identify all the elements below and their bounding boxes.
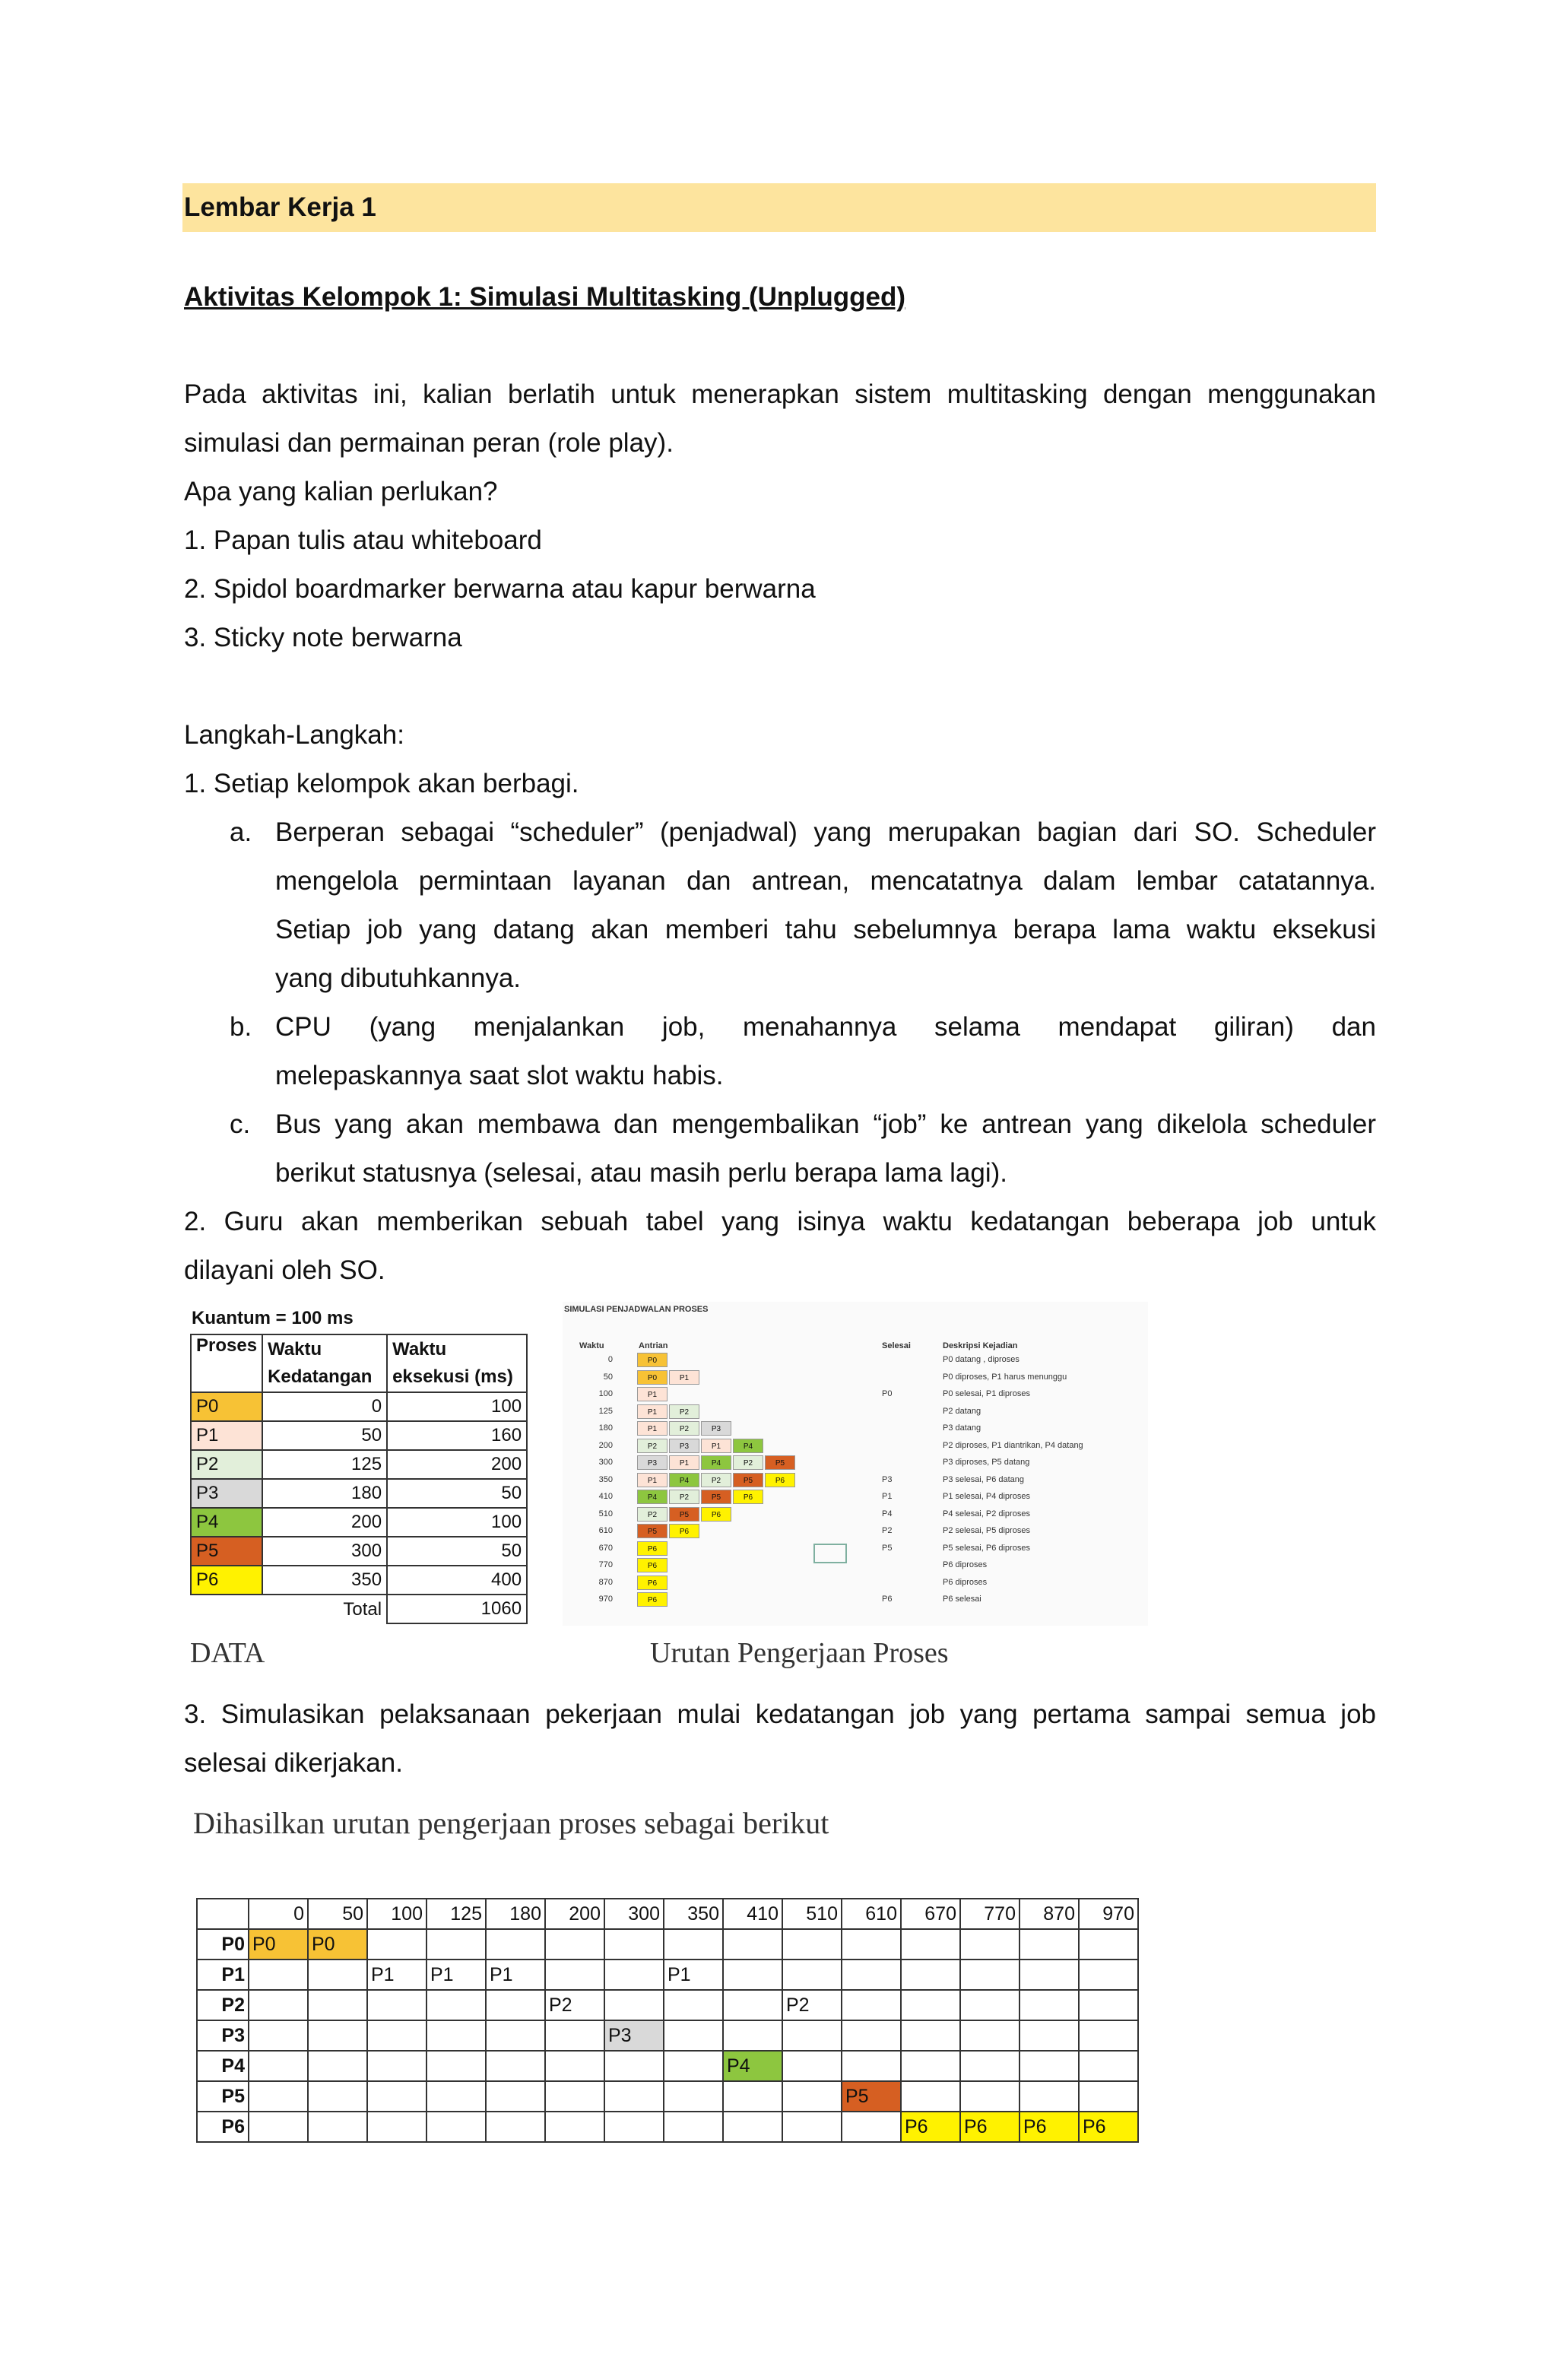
queue-cell: P6 <box>701 1507 731 1522</box>
gantt-cell <box>367 2020 427 2051</box>
step-3-line: 3. Simulasikan pelaksanaan pekerjaan mulai kedatangan job yang pertama sampai semua job <box>184 1699 1376 1729</box>
gantt-cell <box>1079 1929 1138 1960</box>
gantt-cell <box>960 2081 1020 2112</box>
arrival-cell: 0 <box>262 1392 387 1421</box>
process-cell: P4 <box>191 1508 262 1537</box>
exec-cell: 50 <box>387 1537 527 1566</box>
gantt-row-label: P2 <box>197 1990 249 2020</box>
data-row <box>191 1479 527 1508</box>
gantt-cell <box>367 1990 427 2020</box>
gantt-cell: P1 <box>486 1960 545 1990</box>
queue-cell: P2 <box>637 1507 668 1522</box>
gantt-cell <box>723 1929 782 1960</box>
gantt-cell <box>664 2051 723 2081</box>
gantt-cell <box>427 1929 486 1960</box>
queue-cell: P6 <box>637 1576 668 1590</box>
data-table-header <box>191 1334 527 1392</box>
schedule-done: P0 <box>882 1389 893 1398</box>
schedule-desc: P6 diproses <box>943 1577 988 1587</box>
queue-cell: P6 <box>637 1541 668 1556</box>
step-2-line: 2. Guru akan memberikan sebuah tabel yang isinya waktu kedatangan beberapa job untuk <box>184 1207 1376 1236</box>
schedule-time: 300 <box>598 1458 613 1467</box>
gantt-cell <box>1079 1960 1138 1990</box>
arrival-cell: 125 <box>262 1450 387 1479</box>
gantt-cell <box>427 2051 486 2081</box>
gantt-cell <box>1079 2020 1138 2051</box>
gantt-cell <box>723 2112 782 2142</box>
gantt-cell <box>367 2051 427 2081</box>
gantt-cell <box>545 1960 604 1990</box>
gantt-row-label: P1 <box>197 1960 249 1990</box>
arrival-cell: 200 <box>262 1508 387 1537</box>
gantt-time: 350 <box>664 1899 723 1929</box>
gantt-time: 50 <box>308 1899 367 1929</box>
schedule-desc: P2 datang <box>943 1406 981 1416</box>
intro-line-1: Pada aktivitas ini, kalian berlatih untuk menerapkan sistem multitasking dengan menggunakan <box>184 379 1376 409</box>
header-cell: Waktu Kedatangan <box>262 1334 387 1392</box>
step-1: 1. Setiap kelompok akan berbagi. <box>184 769 579 798</box>
schedule-desc: P0 datang , diproses <box>943 1355 1020 1364</box>
selected-cell <box>813 1544 847 1563</box>
queue-cell: P6 <box>765 1473 795 1487</box>
gantt-cell <box>901 1929 960 1960</box>
schedule-done: P5 <box>882 1543 893 1553</box>
schedule-done: P3 <box>882 1474 893 1484</box>
gantt-cell <box>960 1929 1020 1960</box>
schedule-desc: P4 selesai, P2 diproses <box>943 1509 1030 1518</box>
gantt-time: 410 <box>723 1899 782 1929</box>
queue-cell: P4 <box>637 1490 668 1504</box>
activity-title: Aktivitas Kelompok 1: Simulasi Multitasking (Unplugged) <box>184 282 905 312</box>
header-cell: Proses <box>191 1334 262 1392</box>
queue-cell: P1 <box>637 1421 668 1436</box>
intro-line-2: simulasi dan permainan peran (role play). <box>184 428 674 458</box>
gantt-cell <box>249 2051 308 2081</box>
gantt-cell: P0 <box>308 1929 367 1960</box>
queue-cell: P4 <box>669 1473 699 1487</box>
gantt-cell <box>1020 1960 1079 1990</box>
data-row <box>191 1421 527 1450</box>
gantt-cell <box>308 2112 367 2142</box>
queue-cell: P2 <box>733 1455 763 1470</box>
gantt-cell <box>427 2081 486 2112</box>
sub-c-line: berikut statusnya (selesai, atau masih perlu berapa lama lagi). <box>275 1158 1007 1188</box>
schedule-done: P4 <box>882 1509 893 1518</box>
gantt-cell <box>1020 2081 1079 2112</box>
gantt-cell <box>901 1960 960 1990</box>
gantt-cell <box>545 2081 604 2112</box>
gantt-cell <box>486 2112 545 2142</box>
schedule-time: 970 <box>598 1595 613 1604</box>
arrival-cell: 350 <box>262 1566 387 1595</box>
worksheet-header <box>182 183 1376 232</box>
gantt-cell <box>308 2051 367 2081</box>
gantt-cell <box>545 2020 604 2051</box>
gantt-cell <box>664 1929 723 1960</box>
data-row <box>191 1537 527 1566</box>
queue-cell: P1 <box>701 1439 731 1453</box>
gantt-time: 200 <box>545 1899 604 1929</box>
gantt-row-label: P6 <box>197 2112 249 2142</box>
queue-cell: P5 <box>637 1524 668 1538</box>
gantt-cell <box>723 2081 782 2112</box>
gantt-cell <box>901 2020 960 2051</box>
process-cell: P2 <box>191 1450 262 1479</box>
gantt-cell <box>308 1990 367 2020</box>
schedule-caption: Urutan Pengerjaan Proses <box>650 1637 949 1669</box>
gantt-row <box>197 1929 1138 1960</box>
gantt-cell: P0 <box>249 1929 308 1960</box>
gantt-time: 970 <box>1079 1899 1138 1929</box>
gantt-time: 510 <box>782 1899 842 1929</box>
gantt-row-label: P3 <box>197 2020 249 2051</box>
gantt-cell <box>427 1990 486 2020</box>
gantt-cell <box>1079 2051 1138 2081</box>
gantt-cell <box>723 2020 782 2051</box>
schedule-time: 50 <box>603 1372 613 1382</box>
queue-cell: P3 <box>701 1421 731 1436</box>
gantt-cell <box>842 1960 901 1990</box>
queue-cell: P6 <box>637 1558 668 1572</box>
queue-cell: P4 <box>701 1455 731 1470</box>
schedule-done: P2 <box>882 1526 893 1535</box>
schedule-time: 350 <box>598 1474 613 1484</box>
schedule-time: 0 <box>607 1355 613 1364</box>
gantt-cell <box>842 2020 901 2051</box>
sub-marker-b: b. <box>230 1012 252 1042</box>
gantt-cell <box>486 1990 545 2020</box>
data-row <box>191 1450 527 1479</box>
gantt-cell <box>427 2112 486 2142</box>
gantt-time: 770 <box>960 1899 1020 1929</box>
need-item: 1. Papan tulis atau whiteboard <box>184 525 542 555</box>
step-2-line: dilayani oleh SO. <box>184 1255 385 1285</box>
gantt-cell <box>545 2051 604 2081</box>
data-caption: DATA <box>190 1637 265 1669</box>
sub-a-line: yang dibutuhkannya. <box>275 963 522 993</box>
queue-cell: P1 <box>669 1455 699 1470</box>
queue-cell: P5 <box>733 1473 763 1487</box>
queue-cell: P2 <box>669 1490 699 1504</box>
queue-cell: P1 <box>637 1404 668 1419</box>
queue-cell: P6 <box>669 1524 699 1538</box>
gantt-cell <box>782 1960 842 1990</box>
schedule-desc: P0 diproses, P1 harus menunggu <box>943 1372 1067 1382</box>
gantt-cell <box>723 1990 782 2020</box>
gantt-cell <box>604 1929 664 1960</box>
queue-cell: P5 <box>765 1455 795 1470</box>
sub-marker-c: c. <box>230 1109 251 1139</box>
gantt-time: 870 <box>1020 1899 1079 1929</box>
gantt-row-label: P4 <box>197 2051 249 2081</box>
gantt-cell <box>604 2051 664 2081</box>
queue-cell: P6 <box>637 1592 668 1607</box>
gantt-row <box>197 1960 1138 1990</box>
schedule-col-selesai: Selesai <box>882 1341 911 1350</box>
schedule-desc: P3 selesai, P6 datang <box>943 1474 1025 1484</box>
schedule-time: 510 <box>598 1509 613 1518</box>
schedule-time: 610 <box>598 1526 613 1535</box>
schedule-desc: P2 diproses, P1 diantrikan, P4 datang <box>943 1440 1083 1450</box>
needs-question: Apa yang kalian perlukan? <box>184 477 498 506</box>
schedule-time: 870 <box>598 1577 613 1587</box>
gantt-time: 180 <box>486 1899 545 1929</box>
gantt-cell <box>664 2020 723 2051</box>
gantt-cell <box>249 2081 308 2112</box>
arrival-cell: 180 <box>262 1479 387 1508</box>
gantt-cell: P5 <box>842 2081 901 2112</box>
schedule-desc: P0 selesai, P1 diproses <box>943 1389 1030 1398</box>
gantt-title: Dihasilkan urutan pengerjaan proses sebagai berikut <box>193 1806 829 1840</box>
gantt-cell <box>960 2020 1020 2051</box>
gantt-row <box>197 2081 1138 2112</box>
data-row <box>191 1508 527 1537</box>
gantt-cell <box>308 2081 367 2112</box>
queue-cell: P1 <box>637 1387 668 1401</box>
process-cell: P0 <box>191 1392 262 1421</box>
gantt-cell <box>486 2051 545 2081</box>
schedule-col-antrian: Antrian <box>639 1341 668 1350</box>
gantt-row <box>197 2051 1138 2081</box>
gantt-cell: P2 <box>545 1990 604 2020</box>
queue-cell: P3 <box>669 1439 699 1453</box>
gantt-cell <box>782 1929 842 1960</box>
gantt-cell <box>486 1929 545 1960</box>
gantt-cell <box>249 1990 308 2020</box>
schedule-title: SIMULASI PENJADWALAN PROSES <box>564 1305 709 1314</box>
gantt-cell: P6 <box>901 2112 960 2142</box>
gantt-cell: P2 <box>782 1990 842 2020</box>
gantt-row <box>197 2112 1138 2142</box>
arrival-cell: 300 <box>262 1537 387 1566</box>
queue-cell: P0 <box>637 1353 668 1367</box>
total-blank <box>191 1595 262 1623</box>
gantt-cell: P6 <box>1079 2112 1138 2142</box>
gantt-cell <box>486 2081 545 2112</box>
total-label: Total <box>343 1598 382 1620</box>
gantt-cell: P3 <box>604 2020 664 2051</box>
schedule-time: 180 <box>598 1423 613 1433</box>
queue-cell: P5 <box>669 1507 699 1522</box>
gantt-time: 100 <box>367 1899 427 1929</box>
gantt-cell <box>1020 1990 1079 2020</box>
schedule-done: P6 <box>882 1595 893 1604</box>
exec-cell: 100 <box>387 1508 527 1537</box>
header-cell: Waktu eksekusi (ms) <box>387 1334 527 1392</box>
sub-c-line: Bus yang akan membawa dan mengembalikan “job” ke antrean yang dikelola scheduler <box>275 1109 1376 1139</box>
gantt-cell <box>1020 1929 1079 1960</box>
queue-cell: P2 <box>637 1439 668 1453</box>
gantt-cell <box>842 1929 901 1960</box>
data-row <box>191 1566 527 1595</box>
queue-cell: P2 <box>669 1404 699 1419</box>
exec-cell: 200 <box>387 1450 527 1479</box>
data-row <box>191 1392 527 1421</box>
gantt-cell <box>723 1960 782 1990</box>
gantt-cell <box>249 2020 308 2051</box>
queue-cell: P0 <box>637 1370 668 1385</box>
sub-a-line: Berperan sebagai “scheduler” (penjadwal) yang merupakan bagian dari SO. Scheduler <box>275 817 1376 847</box>
gantt-cell <box>367 1929 427 1960</box>
queue-cell: P4 <box>733 1439 763 1453</box>
queue-cell: P1 <box>669 1370 699 1385</box>
gantt-cell <box>782 2081 842 2112</box>
queue-cell: P2 <box>701 1473 731 1487</box>
total-value: 1060 <box>387 1595 527 1623</box>
gantt-cell <box>486 2020 545 2051</box>
sub-b-line: melepaskannya saat slot waktu habis. <box>275 1061 724 1090</box>
queue-cell: P2 <box>669 1421 699 1436</box>
data-table <box>190 1334 528 1624</box>
gantt-cell <box>960 2051 1020 2081</box>
gantt-corner <box>197 1899 249 1929</box>
schedule-time: 410 <box>598 1492 613 1501</box>
process-cell: P5 <box>191 1537 262 1566</box>
gantt-time: 610 <box>842 1899 901 1929</box>
gantt-cell <box>960 1960 1020 1990</box>
schedule-col-waktu: Waktu <box>579 1341 604 1350</box>
gantt-cell <box>1079 2081 1138 2112</box>
queue-cell: P5 <box>701 1490 731 1504</box>
gantt-cell <box>604 2081 664 2112</box>
schedule-desc: P5 selesai, P6 diproses <box>943 1543 1030 1553</box>
sub-a-line: Setiap job yang datang akan memberi tahu sebelumnya berapa lama waktu eksekusi <box>275 915 1376 944</box>
gantt-cell <box>664 2112 723 2142</box>
schedule-simulation <box>563 1302 1148 1626</box>
gantt-cell: P1 <box>427 1960 486 1990</box>
gantt-cell: P1 <box>664 1960 723 1990</box>
gantt-cell <box>1020 2020 1079 2051</box>
gantt-cell <box>664 2081 723 2112</box>
schedule-desc: P6 diproses <box>943 1560 988 1569</box>
exec-cell: 100 <box>387 1392 527 1421</box>
schedule-desc: P3 datang <box>943 1423 981 1433</box>
gantt-cell <box>1079 1990 1138 2020</box>
arrival-cell: 50 <box>262 1421 387 1450</box>
gantt-cell <box>782 2020 842 2051</box>
gantt-cell <box>545 1929 604 1960</box>
gantt-cell <box>604 1960 664 1990</box>
gantt-cell <box>545 2112 604 2142</box>
gantt-chart <box>196 1898 1139 2143</box>
quantum-label: Kuantum = 100 ms <box>192 1308 354 1328</box>
schedule-desc: P3 diproses, P5 datang <box>943 1458 1030 1467</box>
gantt-cell <box>901 2081 960 2112</box>
gantt-cell <box>664 1990 723 2020</box>
gantt-cell <box>901 2051 960 2081</box>
gantt-cell: P1 <box>367 1960 427 1990</box>
gantt-cell <box>1020 2051 1079 2081</box>
gantt-time: 125 <box>427 1899 486 1929</box>
gantt-time: 0 <box>249 1899 308 1929</box>
gantt-cell <box>960 1990 1020 2020</box>
gantt-row <box>197 2020 1138 2051</box>
process-cell: P6 <box>191 1566 262 1595</box>
gantt-cell <box>249 2112 308 2142</box>
worksheet-title: Lembar Kerja 1 <box>184 192 376 222</box>
gantt-cell <box>367 2081 427 2112</box>
gantt-time: 300 <box>604 1899 664 1929</box>
steps-heading: Langkah-Langkah: <box>184 720 404 750</box>
queue-cell: P6 <box>733 1490 763 1504</box>
gantt-cell <box>782 2051 842 2081</box>
sub-b-line: CPU (yang menjalankan job, menahannya selama mendapat giliran) dan <box>275 1012 1376 1042</box>
gantt-cell <box>842 1990 901 2020</box>
gantt-cell <box>842 2112 901 2142</box>
schedule-time: 100 <box>598 1389 613 1398</box>
gantt-cell <box>427 2020 486 2051</box>
need-item: 3. Sticky note berwarna <box>184 623 462 652</box>
schedule-time: 200 <box>598 1440 613 1450</box>
step-3-line: selesai dikerjakan. <box>184 1748 403 1778</box>
queue-cell: P3 <box>637 1455 668 1470</box>
exec-cell: 400 <box>387 1566 527 1595</box>
gantt-cell: P4 <box>723 2051 782 2081</box>
gantt-cell <box>604 2112 664 2142</box>
exec-cell: 50 <box>387 1479 527 1508</box>
exec-cell: 160 <box>387 1421 527 1450</box>
schedule-col-deskripsi: Deskripsi Kejadian <box>943 1341 1018 1350</box>
need-item: 2. Spidol boardmarker berwarna atau kapur berwarna <box>184 574 816 604</box>
gantt-cell <box>782 2112 842 2142</box>
gantt-cell <box>842 2051 901 2081</box>
sub-marker-a: a. <box>230 817 252 847</box>
gantt-cell: P6 <box>960 2112 1020 2142</box>
schedule-time: 670 <box>598 1543 613 1553</box>
schedule-desc: P6 selesai <box>943 1595 981 1604</box>
queue-cell: P1 <box>637 1473 668 1487</box>
sub-a-line: mengelola permintaan layanan dan antrean, mencatatnya dalam lembar catatannya. <box>275 866 1376 896</box>
gantt-cell <box>308 1960 367 1990</box>
gantt-time: 670 <box>901 1899 960 1929</box>
gantt-cell <box>604 1990 664 2020</box>
schedule-desc: P2 selesai, P5 diproses <box>943 1526 1030 1535</box>
gantt-row <box>197 1990 1138 2020</box>
schedule-time: 125 <box>598 1406 613 1416</box>
gantt-cell <box>308 2020 367 2051</box>
process-cell: P1 <box>191 1421 262 1450</box>
gantt-cell <box>367 2112 427 2142</box>
schedule-desc: P1 selesai, P4 diproses <box>943 1492 1030 1501</box>
total-row <box>191 1595 527 1623</box>
gantt-cell <box>901 1990 960 2020</box>
gantt-cell <box>249 1960 308 1990</box>
schedule-done: P1 <box>882 1492 893 1501</box>
gantt-cell: P6 <box>1020 2112 1079 2142</box>
gantt-row-label: P0 <box>197 1929 249 1960</box>
gantt-row-label: P5 <box>197 2081 249 2112</box>
process-cell: P3 <box>191 1479 262 1508</box>
gantt-header-row <box>197 1899 1138 1929</box>
schedule-time: 770 <box>598 1560 613 1569</box>
